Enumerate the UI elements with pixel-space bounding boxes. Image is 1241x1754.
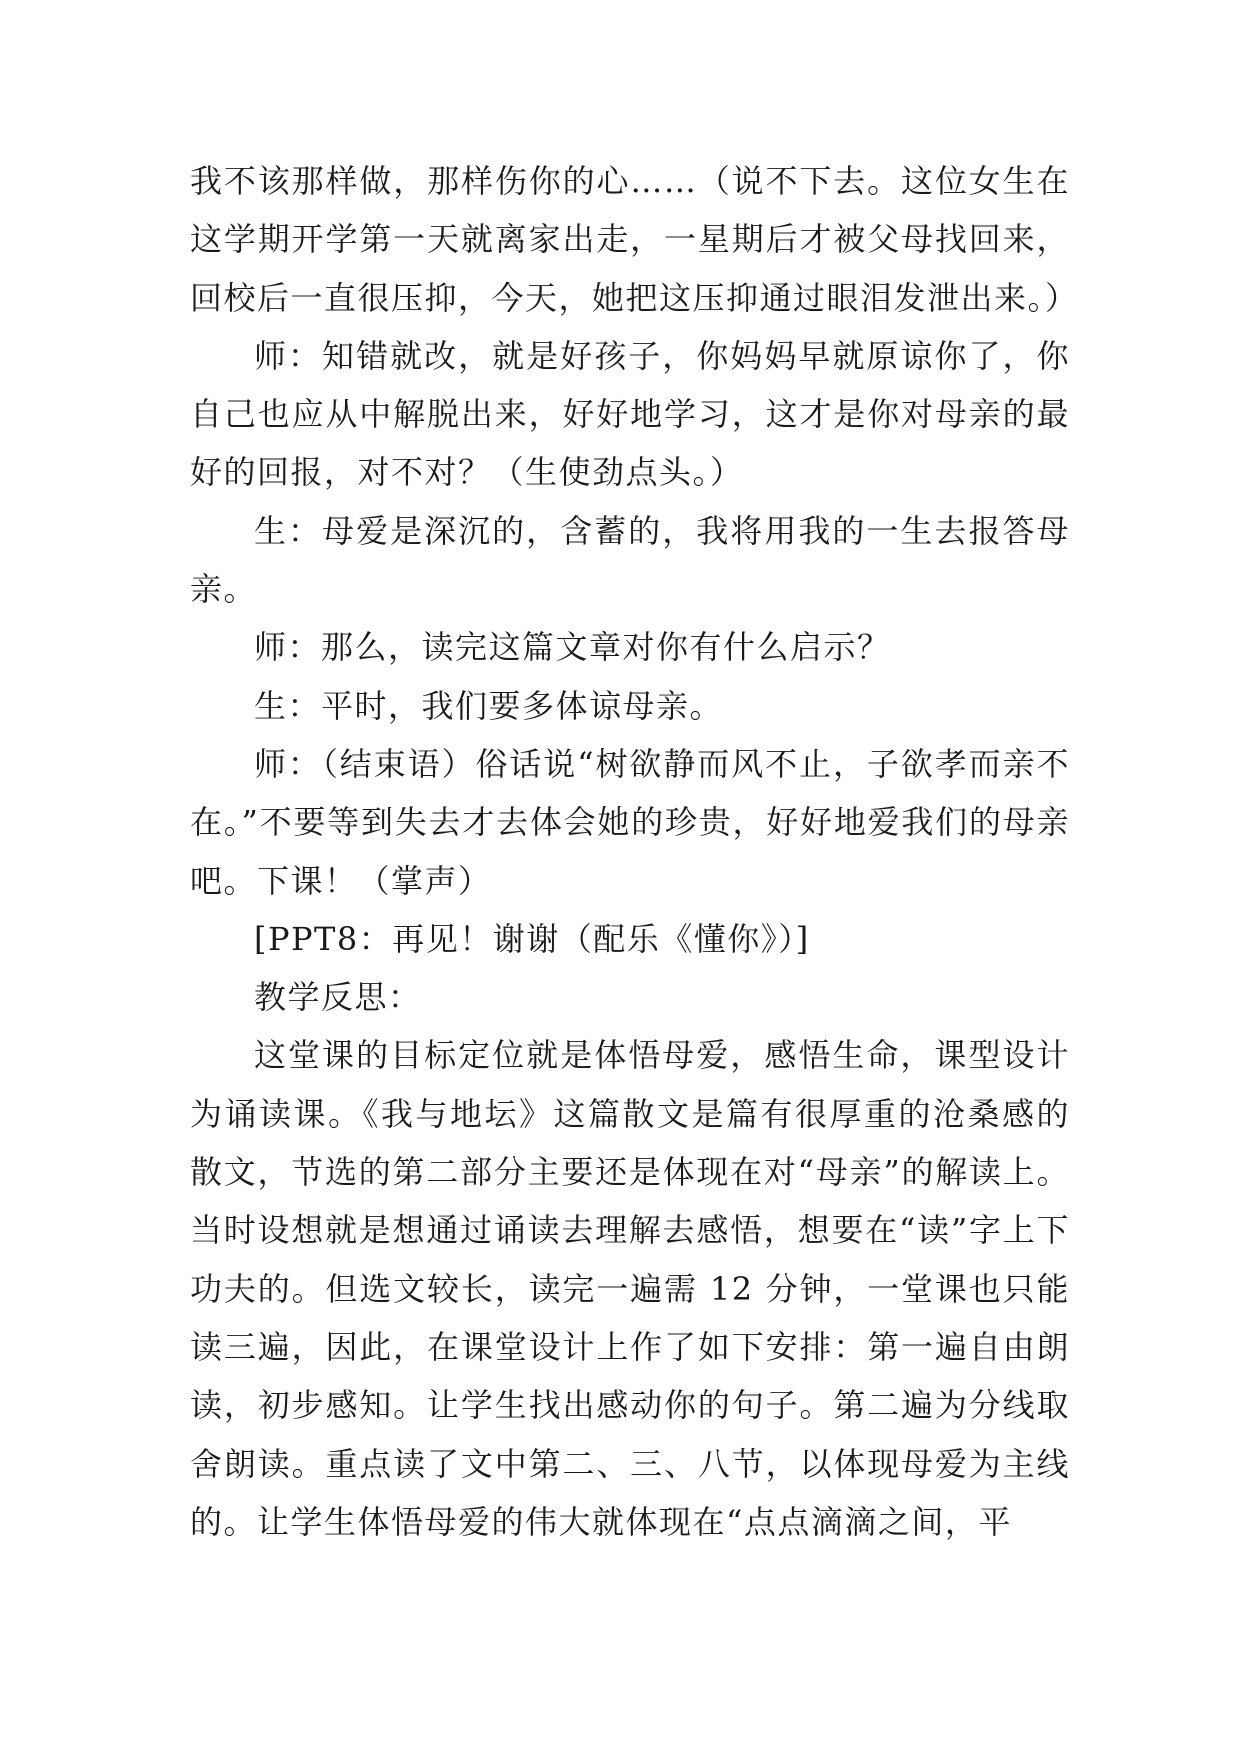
heading-teaching-reflection: 教学反思： (254, 978, 422, 1017)
paragraph-continuation: 我不该那样做，那样伤你的心……（说不下去。这位女生在这学期开学第一天就离家出走，一星期后才被父母找回来，回校后一直很压抑，今天，她把这压抑通过眼泪发泄出来。） (190, 162, 1079, 317)
paragraph-student-love: 生：母爱是深沉的，含蓄的，我将用我的一生去报答母亲。 (190, 511, 1070, 609)
document-body (190, 152, 1079, 1551)
paragraph-student-answer: 生：平时，我们要多体谅母亲。 (254, 686, 724, 725)
paragraph-reflection: 这堂课的目标定位就是体悟母爱，感悟生命，课型设计为诵读课。《我与地坛》这篇散文是篇有很厚重的沧桑感的散文，节选的第二部分主要还是体现在对“母亲”的解读上。当时设想就是想通过诵读去理解去感悟，想要在“读”字上下功夫的。但选文较长，读完一遍需 12 分钟，一堂课也只能读三遍，因此，在课堂设计上作了如下安排：第一遍自由朗读，初步感知。让学生找出感动你的句子。第二遍为分线取舍朗读。重点读了文中第二、三、八节，以体现母爱为主线的。让学生体悟母爱的伟大就体现在“点点滴滴之间，平 (190, 1036, 1070, 1541)
paragraph-ppt8: [PPT8：再见！谢谢（配乐《懂你》）] (254, 919, 810, 958)
paragraph-teacher-forgive: 师：知错就改，就是好孩子，你妈妈早就原谅你了，你自己也应从中解脱出来，好好地学习，这才是你对母亲的最好的回报，对不对？（生使劲点头。） (190, 336, 1070, 492)
paragraph-teacher-closing: 师：（结束语）俗话说“树欲静而风不止，子欲孝而亲不在。”不要等到失去才去体会她的珍贵，好好地爱我们的母亲吧。下课！（掌声） (190, 744, 1070, 900)
paragraph-teacher-question: 师：那么，读完这篇文章对你有什么启示？ (254, 628, 891, 667)
